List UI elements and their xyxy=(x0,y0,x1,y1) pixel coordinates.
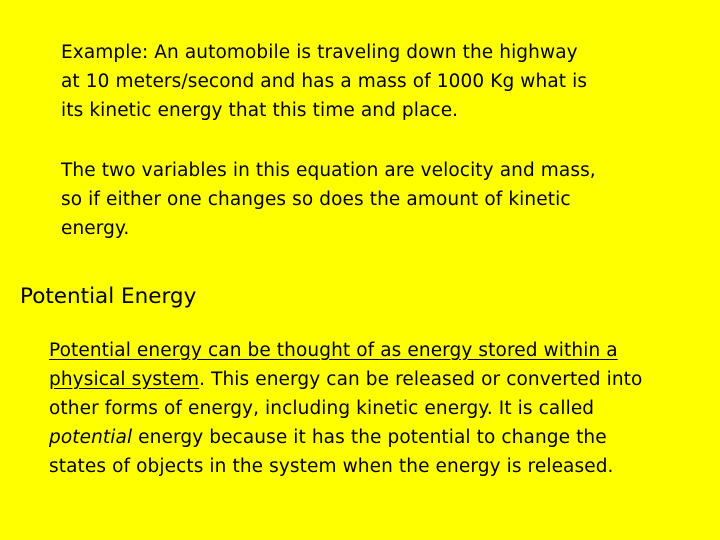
variables-paragraph xyxy=(61,156,596,243)
definition-line-2 xyxy=(49,365,642,394)
definition-line-5: states of objects in the system when the energy is released. xyxy=(49,456,614,477)
potential-energy-link-rest[interactable]: can be thought of as energy stored within a xyxy=(202,340,618,361)
potential-definition-paragraph xyxy=(49,336,642,481)
example-line-1: Example: An automobile is traveling down the highway xyxy=(61,42,578,63)
potential-energy-term[interactable]: Potential energy xyxy=(49,340,202,361)
example-paragraph xyxy=(61,38,587,125)
example-line-2: at 10 meters/second and has a mass of 1000 Kg what is xyxy=(61,71,588,92)
physical-system-link[interactable]: physical system xyxy=(49,369,200,390)
potential-energy-heading: Potential Energy xyxy=(20,284,197,309)
variables-line-2: so if either one changes so does the amount of kinetic xyxy=(61,189,571,210)
variables-line-1: The two variables in this equation are velocity and mass, xyxy=(61,160,596,181)
example-line-3: its kinetic energy that this time and place. xyxy=(61,100,459,121)
definition-line-4 xyxy=(49,423,642,452)
variables-line-3: energy. xyxy=(61,218,130,239)
definition-line-2-rest: . This energy can be released or converted into xyxy=(199,369,643,390)
definition-line-1 xyxy=(49,336,642,365)
definition-line-3: other forms of energy, including kinetic energy. It is called xyxy=(49,398,595,419)
potential-energy-link[interactable] xyxy=(49,340,618,361)
potential-italic-word: potential xyxy=(49,427,133,448)
definition-line-4-rest: energy because it has the potential to change the xyxy=(132,427,607,448)
